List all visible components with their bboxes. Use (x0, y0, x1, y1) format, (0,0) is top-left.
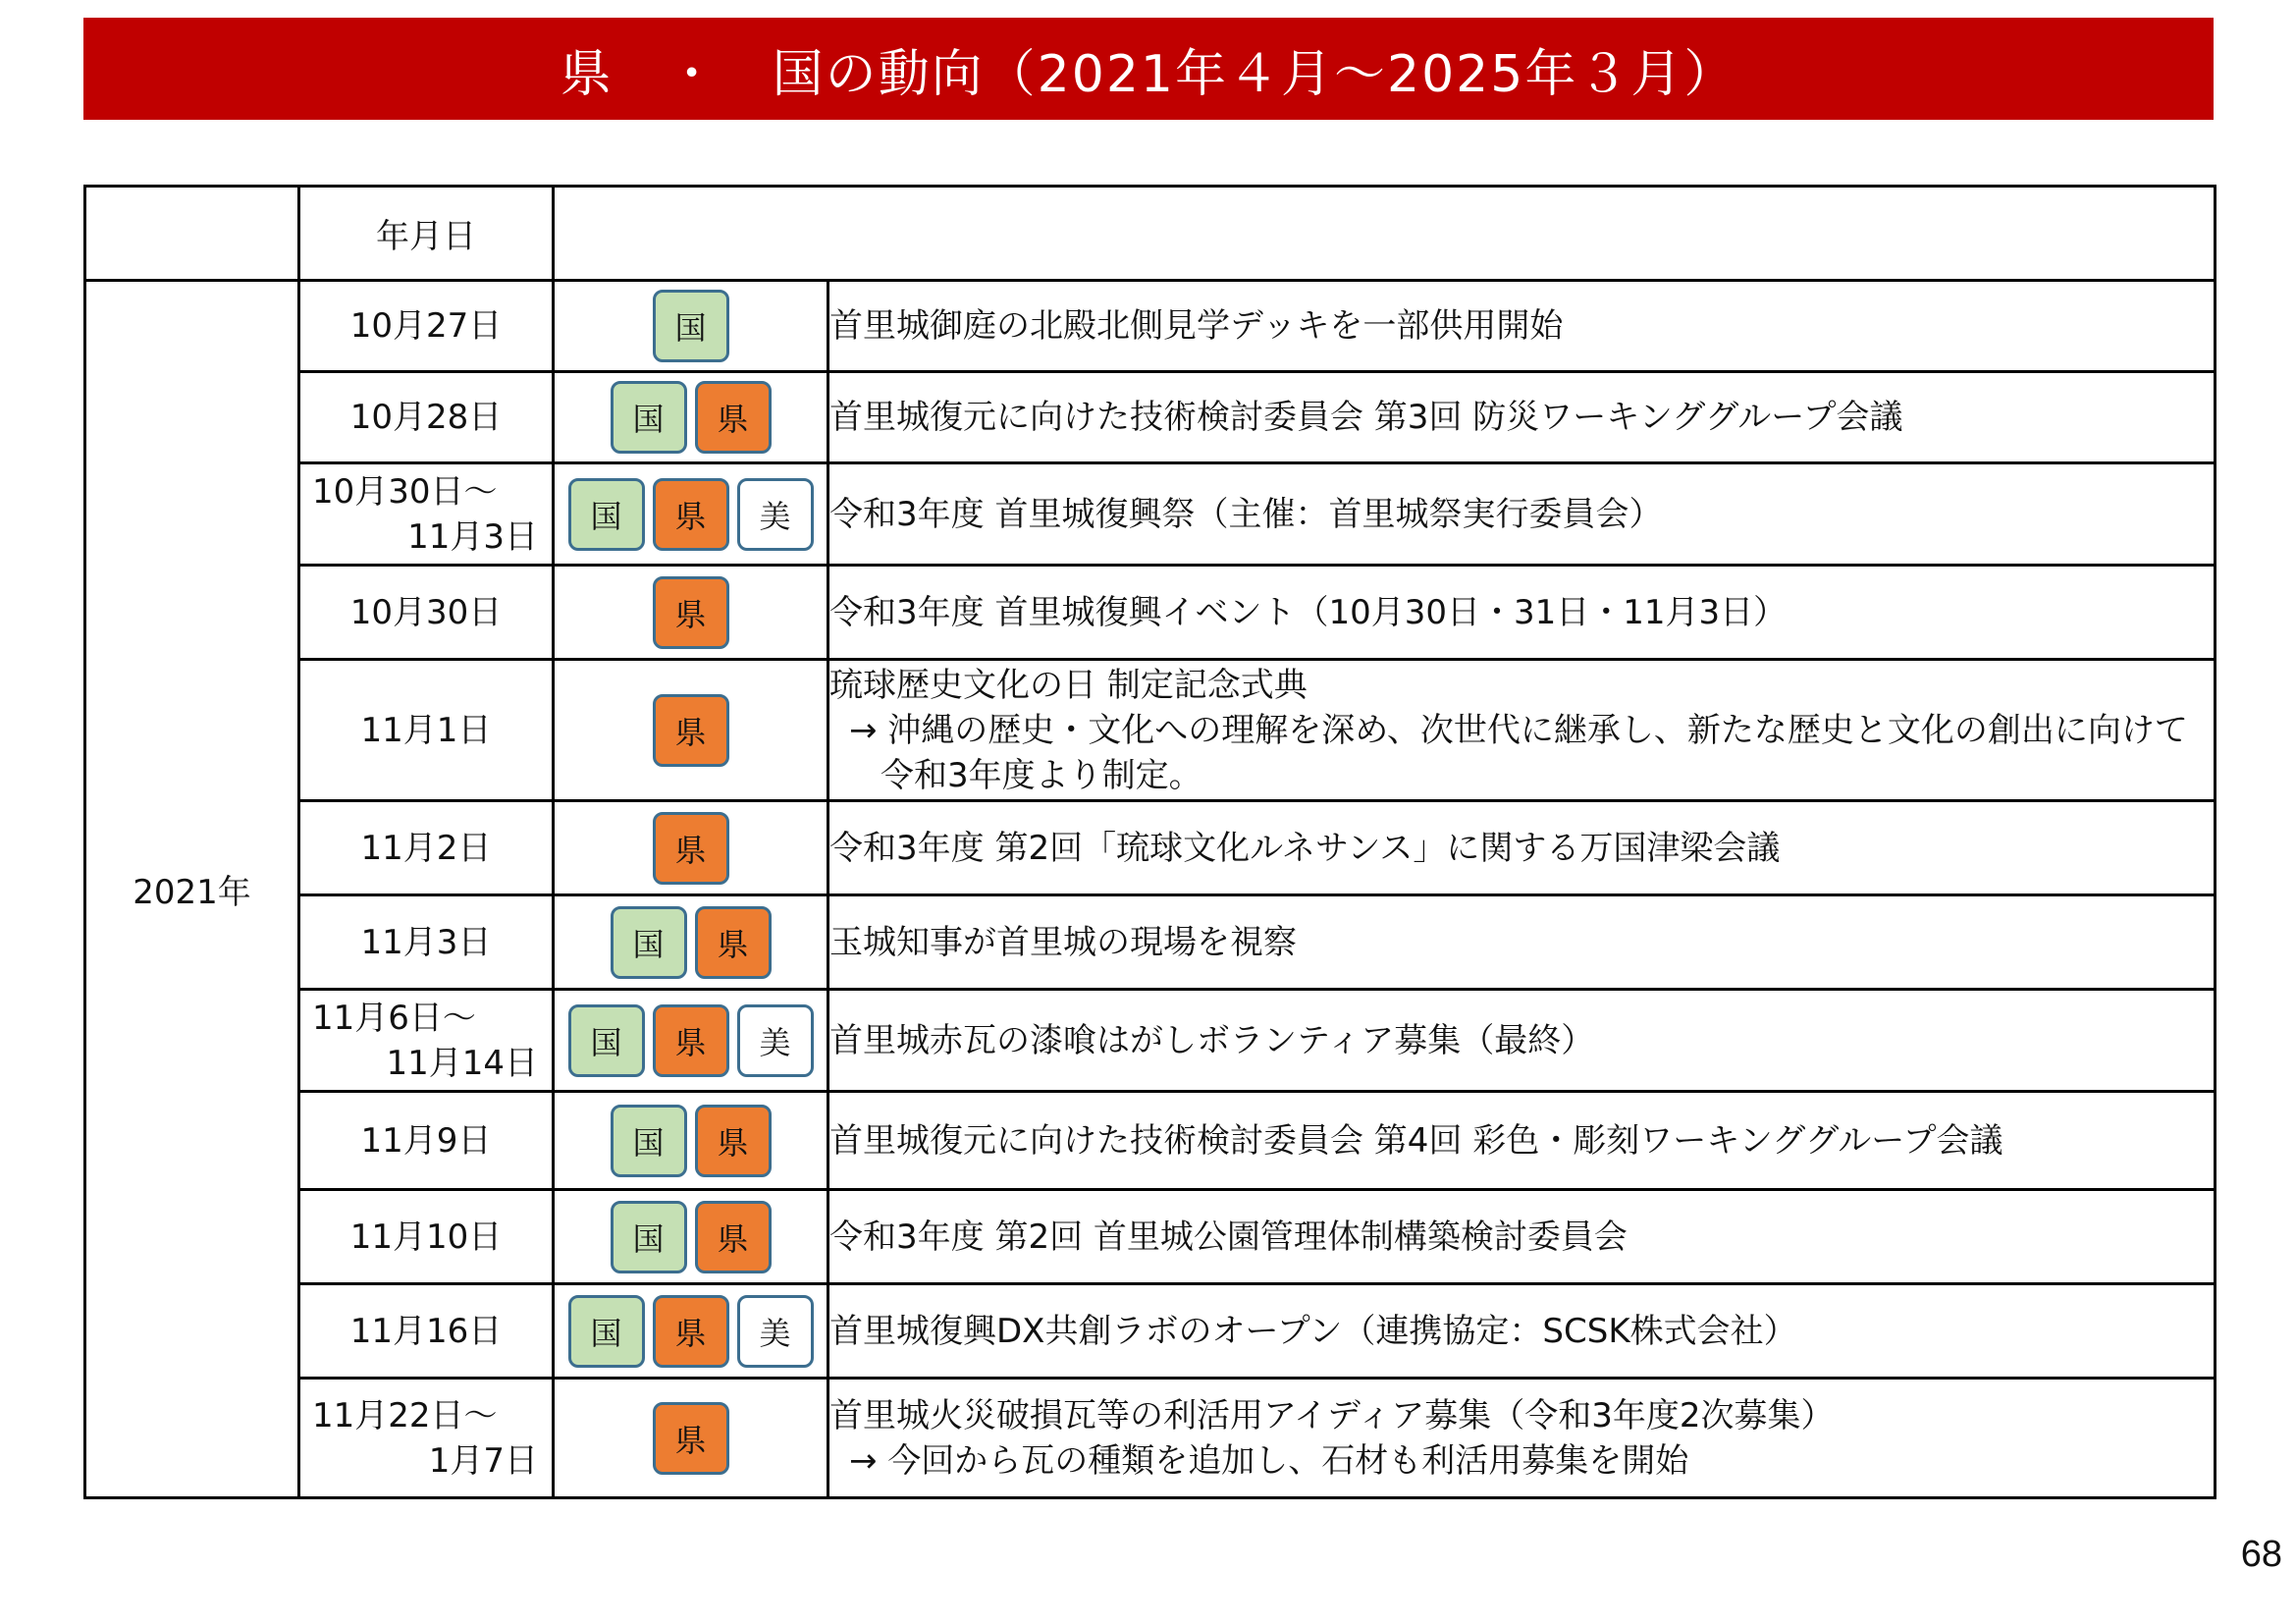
org-badges (555, 906, 827, 979)
bi-badge: 美 (737, 1004, 814, 1077)
ken-badge: 県 (695, 906, 772, 979)
page-title: 県 ・ 国の動向（2021年４月～2025年３月） (83, 18, 2214, 120)
description-cell (828, 372, 2216, 463)
header-org-cell (554, 187, 2216, 281)
description-line: → 沖縄の歴史・文化への理解を深め、次世代に継承し、新たな歴史と文化の創出に向けて (849, 710, 2188, 750)
date-line: 11月6日～ (312, 998, 476, 1038)
ken-badge: 県 (653, 1295, 729, 1368)
table-row (85, 801, 2216, 895)
kuni-badge: 国 (611, 906, 687, 979)
description-cell (828, 1284, 2216, 1379)
description-line: 首里城復元に向けた技術検討委員会 第3回 防災ワーキンググループ会議 (829, 398, 1903, 437)
table-row (85, 463, 2216, 566)
org-badges (555, 1105, 827, 1177)
table-row (85, 895, 2216, 990)
date-cell: 11月1日 (299, 660, 554, 801)
date-cell (299, 463, 554, 566)
table-row (85, 1092, 2216, 1190)
description-cell (828, 990, 2216, 1092)
kuni-badge: 国 (568, 1004, 645, 1077)
kuni-badge: 国 (611, 1201, 687, 1273)
year-cell: 2021年 (85, 281, 299, 1498)
description-cell (828, 801, 2216, 895)
kuni-badge: 国 (653, 290, 729, 362)
ken-badge: 県 (695, 381, 772, 454)
org-badges (555, 1004, 827, 1077)
org-cell (554, 463, 828, 566)
date-cell: 10月28日 (299, 372, 554, 463)
bi-badge: 美 (737, 1295, 814, 1368)
table-row (85, 990, 2216, 1092)
date-cell: 11月10日 (299, 1190, 554, 1284)
ken-badge: 県 (653, 478, 729, 551)
org-cell (554, 1284, 828, 1379)
kuni-badge: 国 (611, 1105, 687, 1177)
org-badges (555, 694, 827, 767)
date-line: 10月30日～ (312, 471, 498, 512)
bi-badge: 美 (737, 478, 814, 551)
ken-badge: 県 (653, 812, 729, 885)
table-row (85, 1190, 2216, 1284)
date-line: 11月14日 (386, 1043, 538, 1083)
description-cell (828, 660, 2216, 801)
header-year-cell (85, 187, 299, 281)
description-line: → 今回から瓦の種類を追加し、石材も利活用募集を開始 (849, 1440, 1689, 1481)
org-cell (554, 1092, 828, 1190)
date-cell: 11月3日 (299, 895, 554, 990)
ken-badge: 県 (695, 1201, 772, 1273)
org-badges (555, 576, 827, 649)
org-cell (554, 281, 828, 372)
description-cell (828, 895, 2216, 990)
org-cell (554, 372, 828, 463)
table-row (85, 660, 2216, 801)
description-line: 玉城知事が首里城の現場を視察 (829, 922, 1297, 962)
description-line: 令和3年度 第2回「琉球文化ルネサンス」に関する万国津梁会議 (829, 828, 1781, 868)
org-cell (554, 990, 828, 1092)
org-badges (555, 1402, 827, 1475)
org-cell (554, 566, 828, 660)
ken-badge: 県 (695, 1105, 772, 1177)
description-cell (828, 566, 2216, 660)
table-row (85, 372, 2216, 463)
table-row (85, 1284, 2216, 1379)
ken-badge: 県 (653, 576, 729, 649)
timeline-table (83, 185, 2216, 1499)
ken-badge: 県 (653, 694, 729, 767)
description-cell (828, 281, 2216, 372)
date-cell: 11月9日 (299, 1092, 554, 1190)
org-badges (555, 1295, 827, 1368)
description-line: 琉球歴史文化の日 制定記念式典 (829, 665, 1308, 705)
description-line: 令和3年度より制定。 (881, 755, 1202, 795)
header-date-cell: 年月日 (299, 187, 554, 281)
description-line: 令和3年度 第2回 首里城公園管理体制構築検討委員会 (829, 1217, 1628, 1257)
description-line: 首里城復元に向けた技術検討委員会 第4回 彩色・彫刻ワーキンググループ会議 (829, 1120, 2003, 1161)
org-badges (555, 812, 827, 885)
description-cell (828, 1190, 2216, 1284)
date-cell (299, 990, 554, 1092)
date-cell (299, 1379, 554, 1498)
kuni-badge: 国 (568, 1295, 645, 1368)
ken-badge: 県 (653, 1402, 729, 1475)
table-row (85, 566, 2216, 660)
description-cell (828, 1092, 2216, 1190)
description-cell (828, 463, 2216, 566)
date-line: 1月7日 (428, 1440, 538, 1481)
org-cell (554, 895, 828, 990)
table-row (85, 1379, 2216, 1498)
org-cell (554, 1379, 828, 1498)
ken-badge: 県 (653, 1004, 729, 1077)
org-cell (554, 660, 828, 801)
table-header-row (85, 187, 2216, 281)
org-badges (555, 381, 827, 454)
date-cell: 11月16日 (299, 1284, 554, 1379)
description-line: 首里城御庭の北殿北側見学デッキを一部供用開始 (829, 306, 1564, 346)
date-cell: 10月30日 (299, 566, 554, 660)
description-line: 首里城火災破損瓦等の利活用アイディア募集（令和3年度2次募集） (829, 1395, 1835, 1435)
org-cell (554, 801, 828, 895)
description-cell (828, 1379, 2216, 1498)
description-line: 令和3年度 首里城復興イベント（10月30日・31日・11月3日） (829, 592, 1788, 632)
date-line: 11月22日～ (312, 1395, 498, 1435)
page-number: 68 (2240, 1534, 2282, 1575)
kuni-badge: 国 (568, 478, 645, 551)
description-line: 首里城赤瓦の漆喰はがしボランティア募集（最終） (829, 1020, 1595, 1060)
description-line: 首里城復興DX共創ラボのオープン（連携協定：SCSK株式会社） (829, 1311, 1797, 1351)
org-badges (555, 1201, 827, 1273)
org-cell (554, 1190, 828, 1284)
description-line: 令和3年度 首里城復興祭（主催：首里城祭実行委員会） (829, 494, 1663, 534)
date-cell: 10月27日 (299, 281, 554, 372)
table-row (85, 281, 2216, 372)
date-cell: 11月2日 (299, 801, 554, 895)
org-badges (555, 290, 827, 362)
org-badges (555, 478, 827, 551)
kuni-badge: 国 (611, 381, 687, 454)
date-line: 11月3日 (407, 516, 538, 557)
